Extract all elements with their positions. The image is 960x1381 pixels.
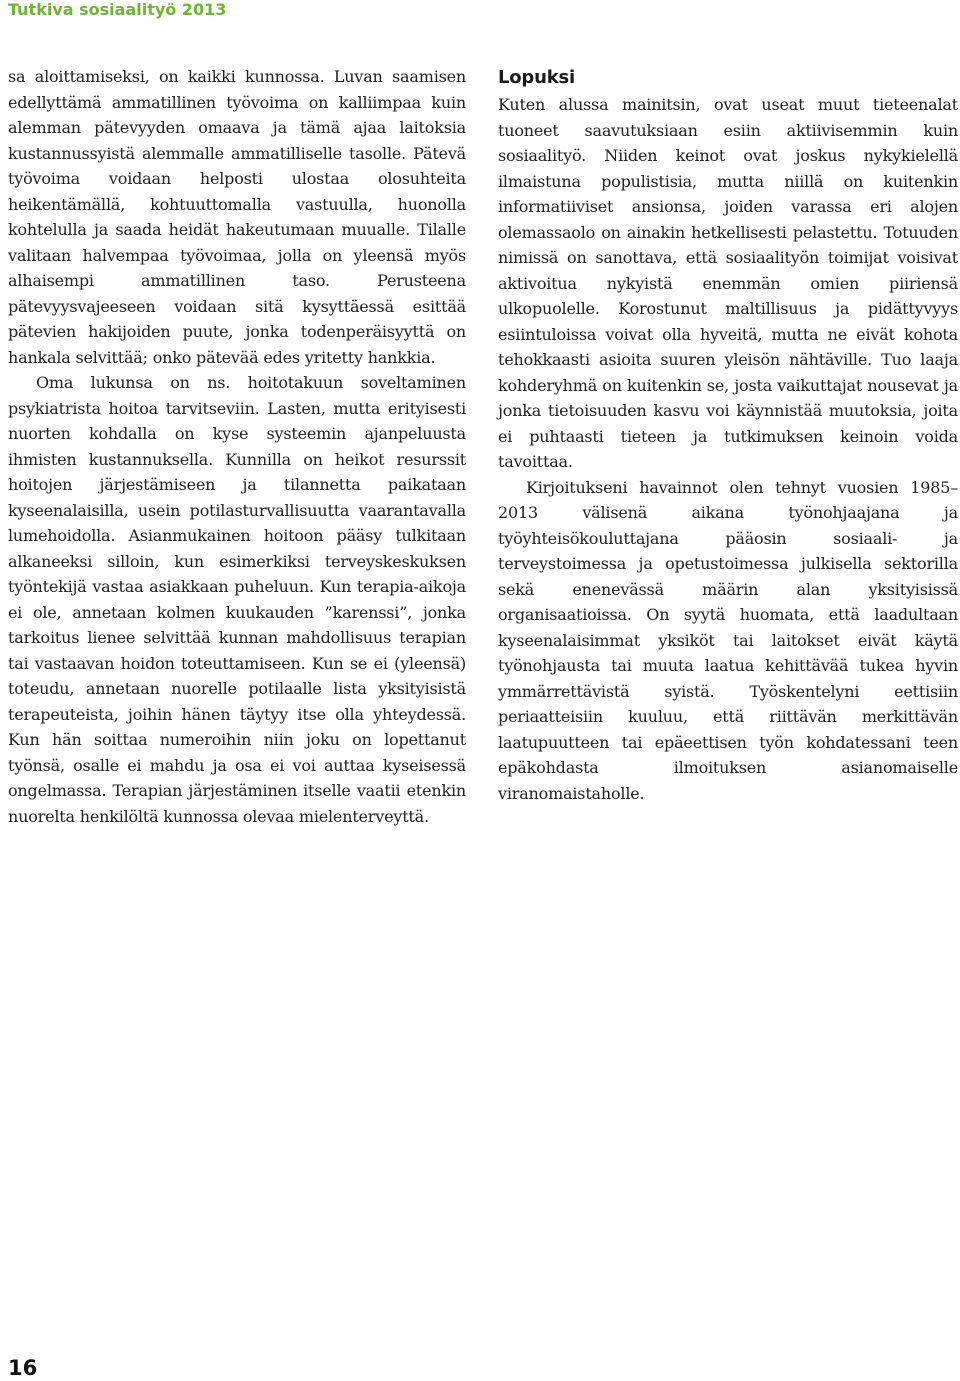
right-text-column <box>498 64 958 806</box>
body-paragraph: Kuten alussa mainitsin, ovat useat muut tieteenalat tuoneet saavutuksiaan esiin aktiivisemmin kuin sosiaalityö. Niiden keinot ovat joskus nykykielellä ilmaistuna populistisia, mutta niillä on kuitenkin informatiiviset ansionsa, joiden varassa eri alojen olemassaolo on ainakin hetkellisesti pelastettu. Totuuden nimissä on sanottava, että sosiaalityön toimijat voisivat aktivoitua nykyistä enemmän omien piiriensä ulkopuolelle. Korostunut maltillisuus ja pidättyvyys esiintuloissa voivat olla hyveitä, mutta ne eivät kohota tehokkaasti asioita suuren yleisön nähtäville. Tuo laaja kohderyhmä on kuitenkin se, josta vaikuttajat nousevat ja jonka tietoisuuden kasvu voi käynnistää muutoksia, joita ei puhtaasti tieteen ja tutkimuksen keinoin voida tavoittaa. <box>498 95 958 471</box>
body-paragraph: Kirjoitukseni havainnot olen tehnyt vuosien 1985–2013 välisenä aikana työnohjaajana ja työyhteisökouluttajana pääosin sosiaali- ja terveystoimessa ja opetustoimessa julkisella sektorilla sekä enenevässä määrin alan yksityisissä organisaatioissa. On syytä huomata, että laadultaan kyseenalaisimmat yksiköt tai laitokset eivät käytä työnohjausta tai muuta laatua kehittävää tukea hyvin ymmärrettävistä syistä. Työskentelyni eettisiin periaatteisiin kuuluu, että riittävän merkittävän laatupuutteen tai epäeettisen työn kohdatessani teen epäkohdasta ilmoituksen asianomaiselle viranomaistaholle. <box>498 477 958 803</box>
page-number: 16 <box>8 1356 38 1380</box>
section-heading-lopuksi: Lopuksi <box>498 67 575 88</box>
body-paragraph: Oma lukunsa on ns. hoitotakuun soveltaminen psykiatrista hoitoa tarvitseviin. Lasten, mutta erityisesti nuorten kohdalla on kyse systeemin ajanpeluusta ihmisten kustannuksella. Kunnilla on heikot resurssit hoitojen järjestämiseen ja tilannetta paikataan kyseenalaisilla, usein potilasturvallisuutta vaarantavalla lumehoidolla. Asianmukainen hoitoon pääsy tulkitaan alkaneeksi silloin, kun esimerkiksi terveyskeskuksen työntekijä vastaa asiakkaan puheluun. Kun terapia-aikoja ei ole, annetaan kolmen kuukauden ”karenssi”, jonka tarkoitus lienee selvittää kunnan mahdollisuus terapian tai vastaavan hoidon toteuttamiseen. Kun se ei (yleensä) toteudu, annetaan nuorelle potilaalle lista yksityisistä terapeuteista, joihin hänen täytyy itse olla yhteydessä. Kun hän soittaa numeroihin niin joku on lopettanut työnsä, osalle ei mahdu ja osa ei voi auttaa kyseisessä ongelmassa. Terapian järjestäminen itselle vaatii etenkin nuorelta henkilöltä kunnossa olevaa mielenterveyttä. <box>8 373 466 826</box>
running-header-title: Tutkiva sosiaalityö 2013 <box>8 0 227 19</box>
body-paragraph: sa aloittamiseksi, on kaikki kunnossa. Luvan saamisen edellyttämä ammatillinen työvoima on kalliimpaa kuin alemman pätevyyden omaava ja tämä ajaa laitoksia kustannussyistä alemmalle ammatilliselle tasolle. Pätevä työvoima voidaan helposti ulostaa olosuhteita heikentämällä, kohtuuttomalla vastuulla, huonolla kohtelulla ja saada heidät hakeutumaan muualle. Tilalle valitaan halvempaa työvoimaa, jolla on yleensä myös alhaisempi ammatillinen taso. Perusteena pätevyysvajeeseen voidaan sitä kysyttäessä esittää pätevien hakijoiden puute, jonka todenperäisyyttä on hankala selvittää; onko pätevää edes yritetty hankkia. <box>8 67 466 367</box>
left-text-column <box>8 64 466 829</box>
